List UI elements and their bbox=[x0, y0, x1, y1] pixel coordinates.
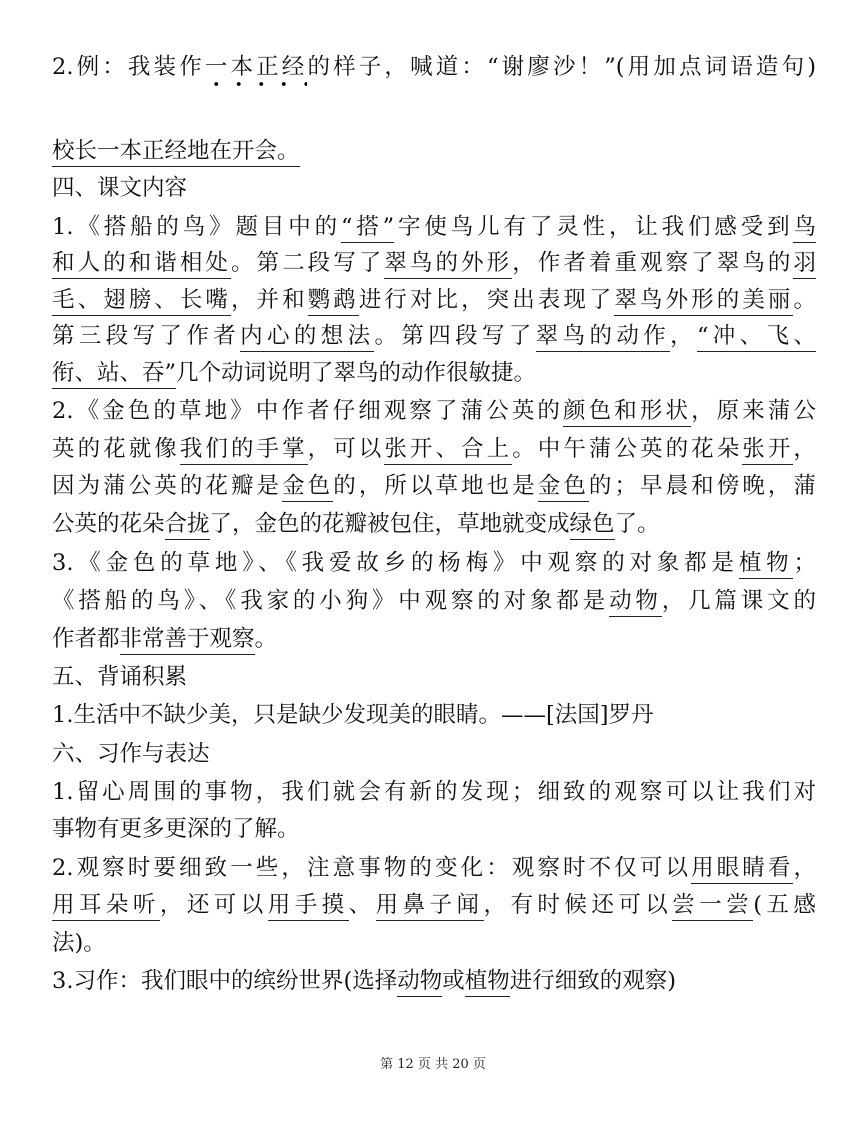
text-line bbox=[52, 136, 816, 166]
text-segment: 《搭船的鸟》、《我家的小狗》中观察的对象都是 bbox=[52, 588, 610, 614]
text-line bbox=[52, 396, 816, 426]
answer-underlined: 用手摸 bbox=[268, 892, 349, 921]
text-segment: 几个动词说明了翠鸟的动作很敏捷。 bbox=[176, 360, 537, 386]
text-segment: 的样子，喊道：“谢廖沙！”(用加点词语造句) bbox=[307, 54, 816, 80]
text-line bbox=[52, 321, 816, 351]
text-segment: 、 bbox=[348, 892, 376, 918]
text-line bbox=[52, 662, 816, 692]
answer-underlined: “冲、飞、 bbox=[697, 323, 816, 352]
text-line bbox=[52, 358, 816, 388]
text-segment: 1.留心周围的事物，我们就会有新的发现；细致的观察可以让我们对 bbox=[52, 779, 816, 805]
answer-underlined: 和人的和谐相处 bbox=[52, 250, 231, 279]
text-segment: 进行细致的观察) bbox=[509, 968, 677, 994]
text-line bbox=[52, 814, 816, 844]
text-segment: 1.《搭船的鸟》题目中的 bbox=[52, 214, 341, 240]
text-line bbox=[52, 471, 816, 501]
answer-underlined: 用鼻子闻 bbox=[376, 892, 484, 921]
text-segment: 2.例：我装作 bbox=[52, 54, 205, 80]
text-line bbox=[52, 890, 816, 920]
text-segment: ，有时候还可以 bbox=[483, 892, 673, 918]
text-line bbox=[52, 509, 816, 539]
answer-underlined: 金色 bbox=[538, 473, 589, 502]
answer-underlined: 金色 bbox=[282, 473, 333, 502]
answer-underlined: 用眼睛看 bbox=[691, 855, 793, 884]
text-segment: 事物有更多更深的了解。 bbox=[52, 816, 300, 842]
answer-underlined: 毛、翅膀、长嘴 bbox=[52, 287, 231, 316]
text-line bbox=[52, 966, 816, 996]
text-segment: 四、课文内容 bbox=[52, 175, 188, 201]
text-line bbox=[52, 739, 816, 769]
text-segment: ，原来蒲公 bbox=[691, 398, 816, 424]
text-line bbox=[52, 853, 816, 883]
text-segment: 因为蒲公英的花瓣是 bbox=[52, 473, 283, 499]
text-segment: ，并和 bbox=[230, 287, 308, 313]
answer-underlined: “搭” bbox=[341, 214, 394, 243]
answer-underlined: 翠鸟外形的美丽 bbox=[614, 287, 793, 316]
answer-underlined: 衔、站、吞” bbox=[52, 360, 176, 389]
answer-underlined: 鹦鹉 bbox=[308, 287, 359, 316]
text-segment: 的，所以草地也是 bbox=[333, 473, 538, 499]
text-line bbox=[52, 285, 816, 315]
text-segment: 作者都 bbox=[52, 626, 120, 652]
answer-underlined: 绿色 bbox=[570, 511, 615, 540]
text-segment: 六、习作与表达 bbox=[52, 741, 210, 767]
text-segment: 。第四段写了 bbox=[374, 323, 536, 349]
text-segment: 英的花就像 bbox=[52, 436, 180, 462]
text-segment: 。第二段写了 bbox=[230, 250, 385, 276]
text-segment: 3.习作：我们眼中的缤纷世界(选择 bbox=[52, 968, 398, 994]
text-line bbox=[52, 928, 816, 958]
text-line bbox=[52, 700, 816, 730]
text-segment: ， bbox=[670, 323, 697, 349]
answer-underlined: 动物 bbox=[397, 968, 442, 997]
text-line bbox=[52, 52, 816, 82]
answer-underlined: 羽 bbox=[793, 250, 816, 279]
answer-underlined: 鸟 bbox=[793, 214, 816, 243]
text-segment: 字使鸟儿有了灵性，让我们感受到 bbox=[394, 214, 794, 240]
dotted-emphasis: 一本正经 bbox=[205, 54, 308, 88]
answer-underlined: 动物 bbox=[609, 588, 662, 617]
answer-underlined: 内心的想法 bbox=[240, 323, 374, 352]
text-segment: 1.生活中不缺少美，只是缺少发现美的眼睛。——[法国]罗丹 bbox=[52, 702, 654, 728]
answer-underlined: 张开、合上 bbox=[384, 436, 512, 465]
text-segment: ， bbox=[793, 436, 816, 462]
text-line bbox=[52, 586, 816, 616]
answer-underlined: 用耳朵听 bbox=[52, 892, 160, 921]
text-segment: 公英的花朵 bbox=[52, 511, 165, 537]
text-segment: 2.观察时要细致一些，注意事物的变化：观察时不仅可以 bbox=[52, 855, 692, 881]
answer-underlined: 翠鸟的动作 bbox=[536, 323, 670, 352]
text-line bbox=[52, 548, 816, 578]
text-segment: 法)。 bbox=[52, 930, 106, 956]
text-segment: ，几篇课文的 bbox=[661, 588, 816, 614]
text-segment: 了。 bbox=[614, 511, 660, 537]
text-segment: 2.《金色的草地》中作者仔细观察了蒲公英的 bbox=[52, 398, 564, 424]
answer-underlined: 颜色和形状 bbox=[563, 398, 691, 427]
text-segment: ，可以 bbox=[307, 436, 385, 462]
text-segment: 。 bbox=[793, 287, 816, 313]
text-line bbox=[52, 624, 816, 654]
answer-underlined: 植物 bbox=[465, 968, 510, 997]
answer-underlined: 我们的手掌 bbox=[180, 436, 308, 465]
answer-underlined: 非常善于观察 bbox=[120, 626, 255, 655]
text-segment: 。 bbox=[254, 626, 278, 652]
text-segment: ； bbox=[793, 550, 816, 576]
text-segment: 进行对比，突出表现了 bbox=[358, 287, 615, 313]
text-line bbox=[52, 173, 816, 203]
answer-underlined: 翠鸟的外形 bbox=[384, 250, 512, 279]
text-segment: 或 bbox=[442, 968, 465, 994]
text-segment: 的；早晨和傍晚，蒲 bbox=[588, 473, 816, 499]
text-segment: 五、背诵积累 bbox=[52, 664, 188, 690]
answer-underlined: 尝一尝 bbox=[672, 892, 753, 921]
text-segment: 了，金色的花瓣被包住，草地就变成 bbox=[209, 511, 570, 537]
text-segment: ，还可以 bbox=[159, 892, 268, 918]
answer-underlined: 张开 bbox=[742, 436, 793, 465]
text-line bbox=[52, 212, 816, 242]
text-segment: 第三段写了作者 bbox=[52, 323, 241, 349]
text-segment: 。中午蒲公英的花朵 bbox=[512, 436, 743, 462]
answer-underlined: 校长一本正经地在开会。 bbox=[52, 138, 300, 167]
text-line bbox=[52, 248, 816, 278]
page-footer: 第 12 页 共 20 页 bbox=[380, 1057, 486, 1072]
text-segment: ， bbox=[793, 855, 816, 881]
answer-underlined: 植物 bbox=[739, 550, 794, 579]
text-segment: 3.《金色的草地》、《我爱故乡的杨梅》中观察的对象都是 bbox=[52, 550, 739, 576]
text-line bbox=[52, 777, 816, 807]
text-segment: (五感 bbox=[753, 892, 816, 918]
text-line bbox=[52, 434, 816, 464]
text-segment: ，作者着重观察了翠鸟的 bbox=[512, 250, 794, 276]
answer-underlined: 合拢 bbox=[165, 511, 210, 540]
